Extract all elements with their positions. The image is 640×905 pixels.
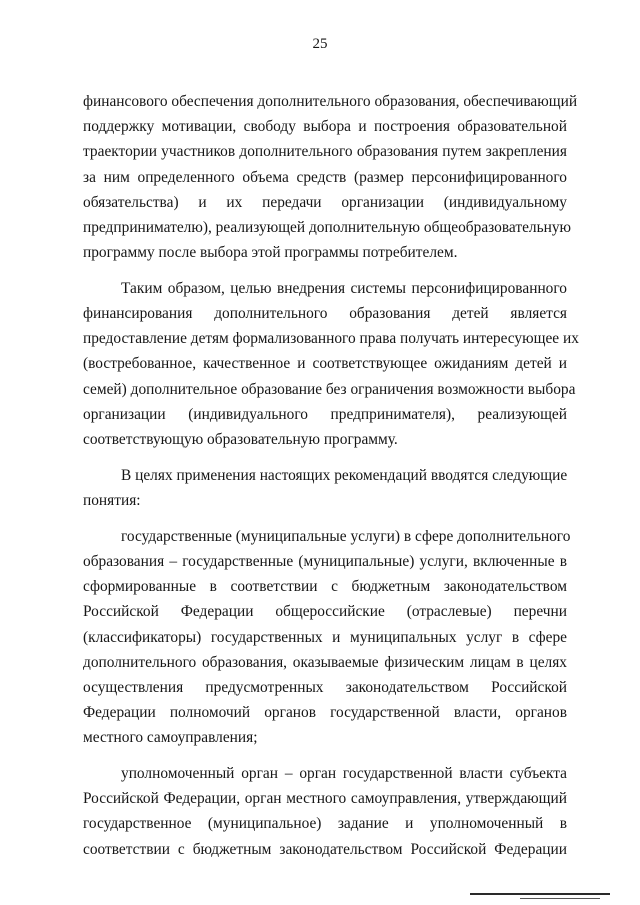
text-line: обязательства) и их передачи организации (индивидуальному	[83, 193, 567, 211]
text-line: местного самоуправления;	[83, 729, 258, 747]
page-number: 25	[312, 36, 328, 52]
text-line: образования – государственные (муниципальные) услуги, включенные в	[83, 552, 567, 570]
document-body	[83, 89, 579, 862]
text-line: соответствующую образовательную программу.	[83, 431, 398, 449]
paragraph-authorized-body-definition	[83, 761, 567, 862]
scan-edge-mark	[520, 898, 600, 899]
text-line: осуществления предусмотренных законодательством Российской	[83, 678, 567, 696]
text-line: программу после выбора этой программы потребителем.	[83, 244, 458, 262]
text-line: поддержку мотивации, свободу выбора и построения образовательной	[83, 118, 567, 136]
paragraph-financing-continuation	[83, 89, 578, 265]
text-line: семей) дополнительное образование без ограничения возможности выбора	[83, 380, 576, 398]
text-line: траектории участников дополнительного образования путем закрепления	[83, 143, 567, 161]
paragraph-gap	[83, 513, 567, 524]
text-line: сформированные в соответствии с бюджетным законодательством	[83, 578, 567, 596]
paragraph-system-goal	[83, 276, 579, 452]
text-line: Федерации полномочий органов государственной власти, органов	[83, 704, 567, 722]
paragraph-gap	[83, 452, 567, 463]
text-line: государственное (муниципальное) задание и уполномоченный в	[83, 815, 567, 833]
paragraph-concepts-intro	[83, 463, 567, 513]
paragraph-gap	[83, 750, 567, 761]
text-line: предоставление детям формализованного права получать интересующее их	[83, 330, 579, 348]
scan-edge-mark	[470, 893, 610, 895]
text-line: В целях применения настоящих рекомендаций вводятся следующие	[121, 466, 568, 484]
text-line: понятия:	[83, 492, 141, 509]
text-line: уполномоченный орган – орган государственной власти субъекта	[121, 765, 567, 783]
text-line: за ним определенного объема средств (размер персонифицированного	[83, 168, 567, 186]
text-line: финансового обеспечения дополнительного образования, обеспечивающий	[83, 93, 578, 110]
text-line: Российской Федерации общероссийские (отраслевые) перечни	[83, 603, 567, 621]
paragraph-gap	[83, 265, 567, 276]
text-line: финансирования дополнительного образования детей является	[83, 305, 567, 323]
text-line: предпринимателю), реализующей дополнительную общеобразовательную	[83, 218, 572, 236]
text-line: дополнительного образования, оказываемые физическим лицам в целях	[83, 653, 567, 671]
text-line: Российской Федерации, орган местного самоуправления, утверждающий	[83, 790, 567, 808]
paragraph-state-services-definition	[83, 524, 571, 751]
text-line: (востребованное, качественное и соответствующее ожиданиям детей и	[83, 355, 567, 373]
text-line: Таким образом, целью внедрения системы персонифицированного	[121, 279, 567, 297]
text-line: соответствии с бюджетным законодательством Российской Федерации	[83, 840, 567, 858]
text-line: государственные (муниципальные услуги) в сфере дополнительного	[121, 527, 571, 545]
text-line: (классификаторы) государственных и муниципальных услуг в сфере	[83, 628, 567, 646]
text-line: организации (индивидуального предпринимателя), реализующей	[83, 405, 567, 423]
